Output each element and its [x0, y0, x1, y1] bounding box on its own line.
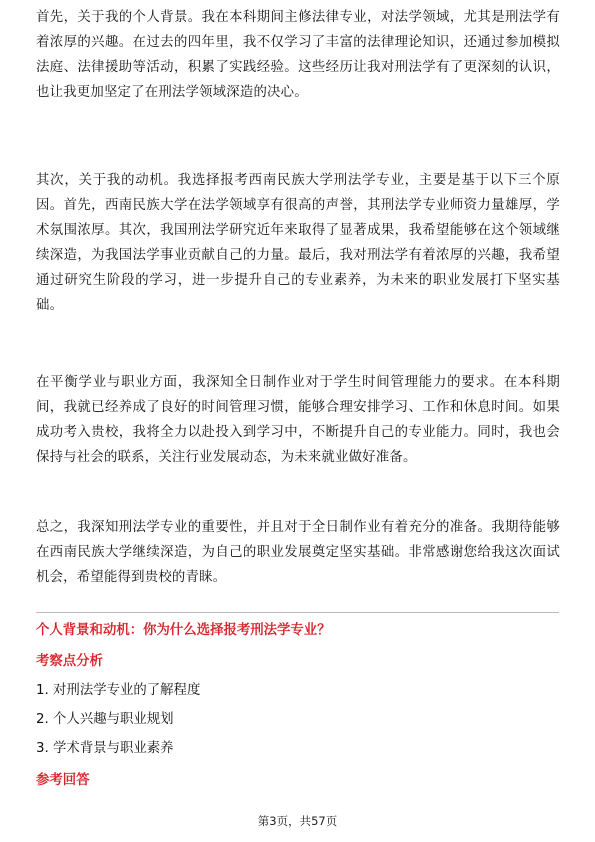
question-title: 个人背景和动机：你为什么选择报考刑法学专业？ [36, 623, 331, 638]
list-item: 2. 个人兴趣与职业规划 [36, 712, 174, 727]
paragraph-study-work-balance: 在平衡学业与职业方面，我深知全日制作业对于学生时间管理能力的要求。在本科期间，我就已经养成了良好的时间管理习惯，能够合理安排学习、工作和休息时间。如果成功考入贵校，我将全力以赴投入到学习中，不断提升自己的专业能力。同时，我也会保持与社会的联系，关注行业发展动态，为未来就业做好准备。 [36, 375, 560, 465]
reference-answer-heading: 参考回答 [36, 773, 90, 788]
list-item: 3. 学术背景与职业素养 [36, 741, 174, 756]
paragraph-motivation: 其次，关于我的动机。我选择报考西南民族大学刑法学专业，主要是基于以下三个原因。首先，西南民族大学在法学领域享有很高的声誉，其刑法学专业师资力量雄厚，学术氛围浓厚。其次，我国刑法学研究近年来取得了显著成果，我希望能够在这个领域继续深造，为我国法学事业贡献自己的力量。最后，我对刑法学有着浓厚的兴趣，我希望通过研究生阶段的学习，进一步提升自己的专业素养，为未来的职业发展打下坚实基础。 [36, 173, 560, 313]
page-number: 第3页，共57页 [257, 814, 338, 828]
analysis-point-list [36, 676, 560, 763]
list-item: 1. 对刑法学专业的了解程度 [36, 683, 201, 698]
section-divider [36, 612, 559, 613]
paragraph-conclusion: 总之，我深知刑法学专业的重要性，并且对于全日制作业有着充分的准备。我期待能够在西南民族大学继续深造，为自己的职业发展奠定坚实基础。非常感谢您给我这次面试机会，希望能得到贵校的青睐。 [36, 520, 560, 585]
analysis-heading: 考察点分析 [36, 654, 103, 669]
paragraph-personal-background: 首先，关于我的个人背景。我在本科期间主修法律专业，对法学领域，尤其是刑法学有着浓厚的兴趣。在过去的四年里，我不仅学习了丰富的法律理论知识，还通过参加模拟法庭、法律援助等活动，积累了实践经验。这些经历让我对刑法学有了更深刻的认识，也让我更加坚定了在刑法学领域深造的决心。 [36, 10, 560, 100]
